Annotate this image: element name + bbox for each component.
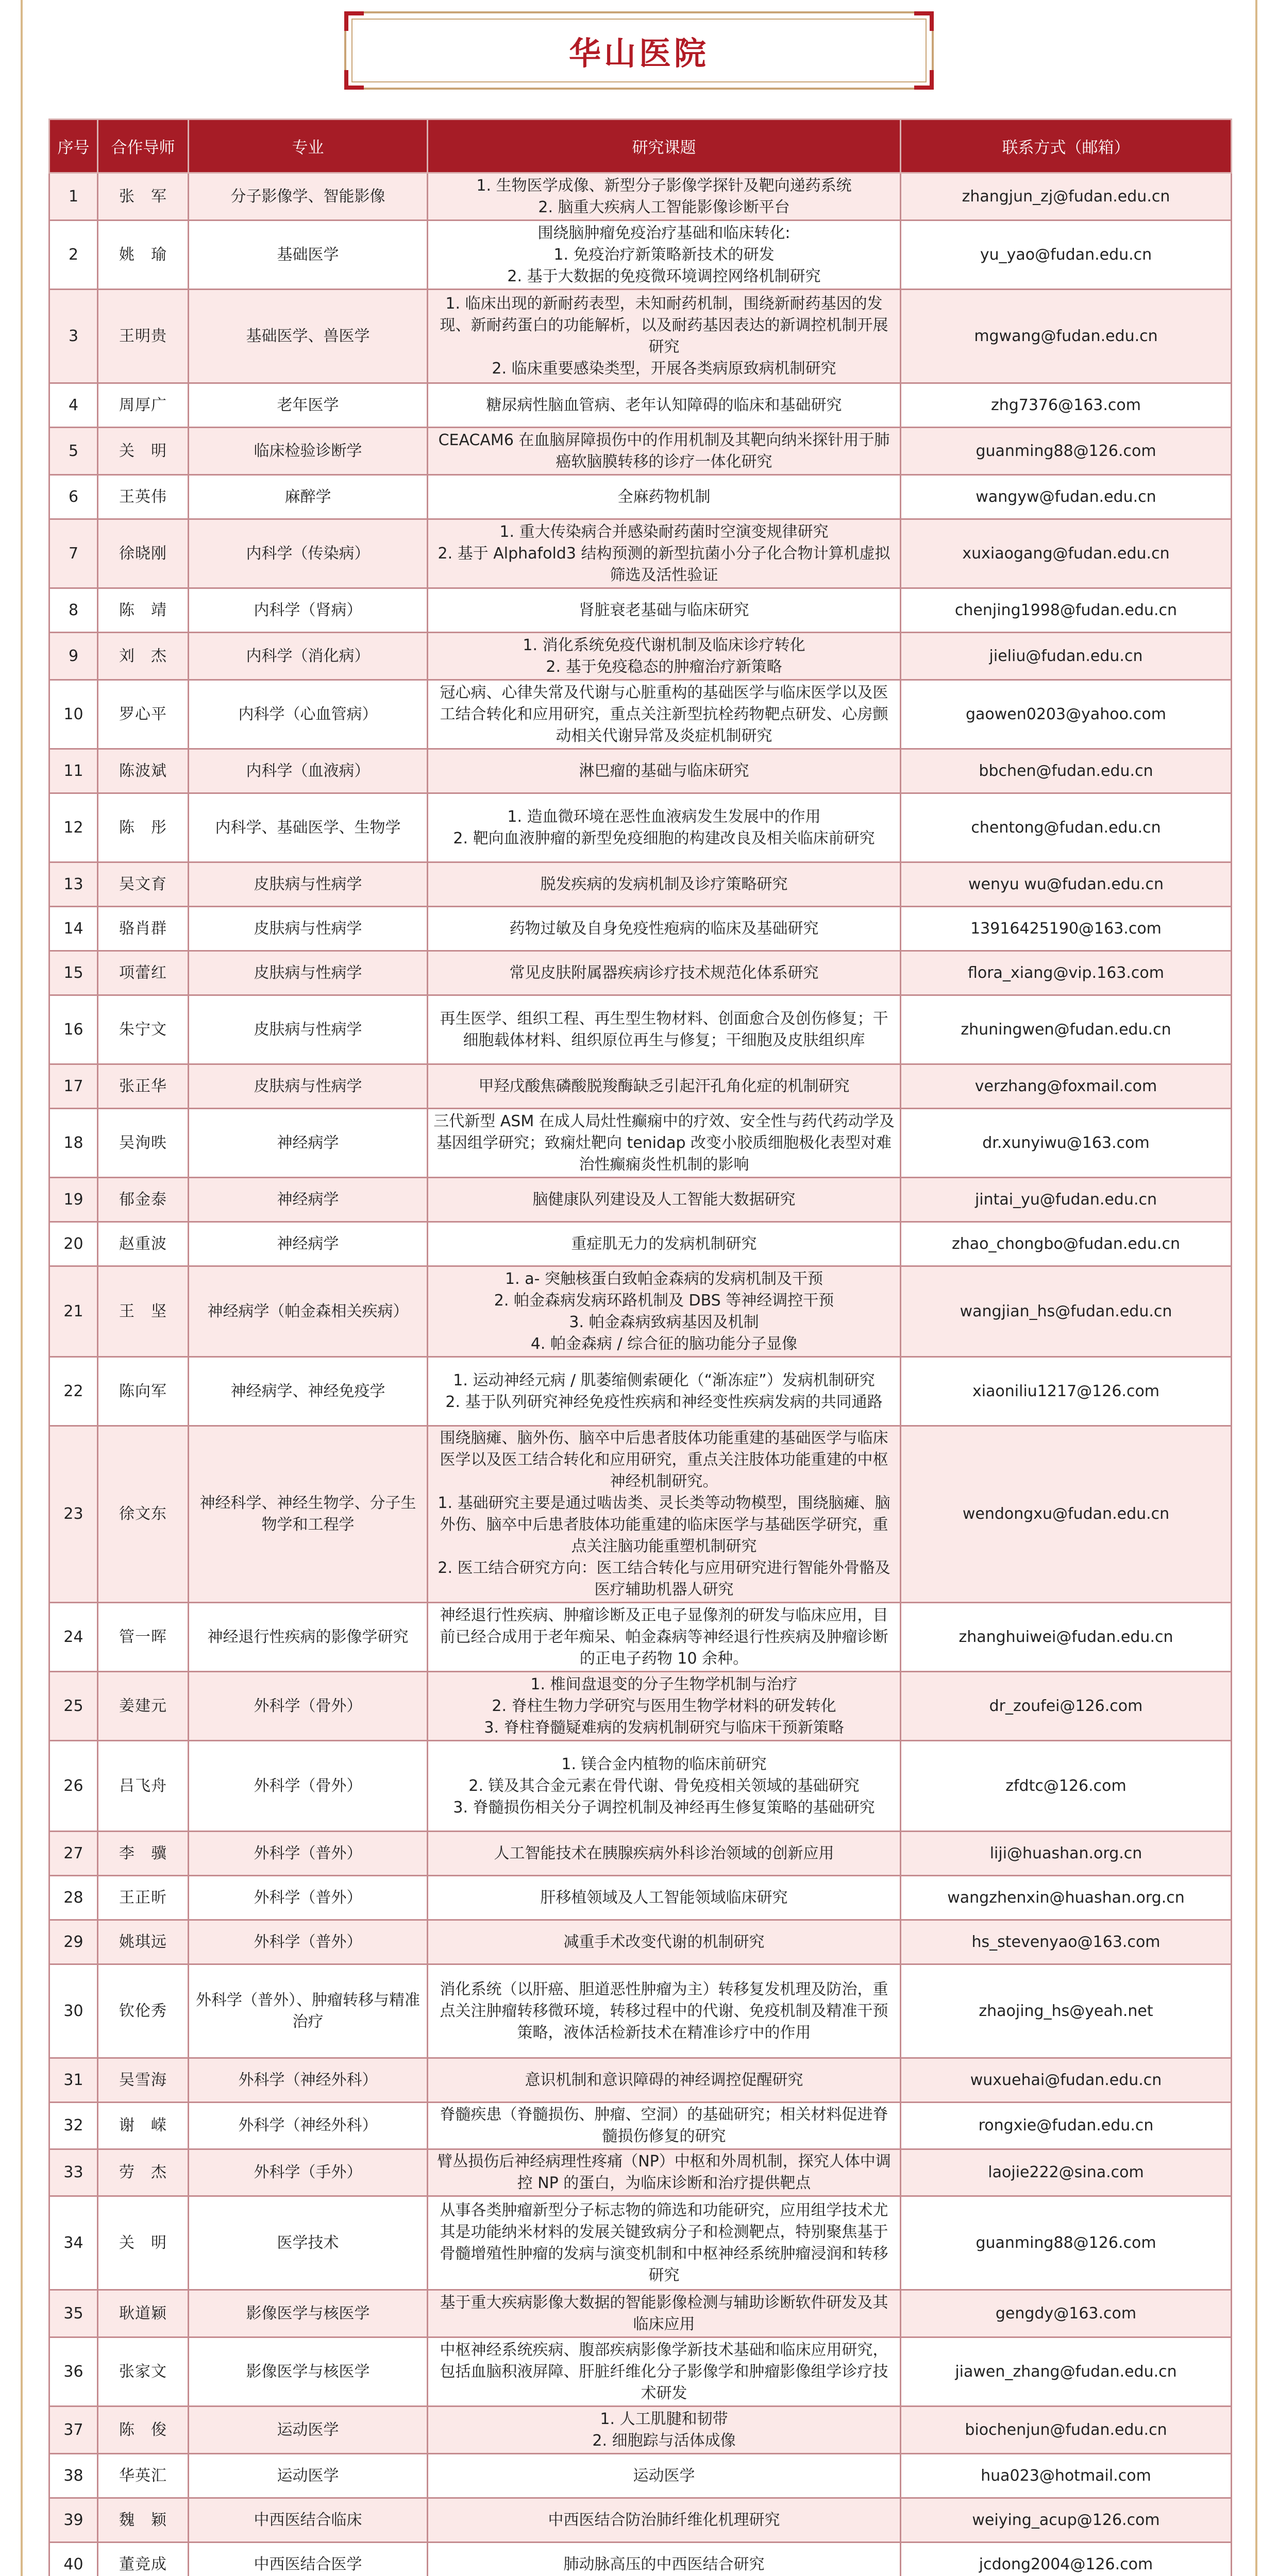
table-row: [49, 475, 1232, 519]
contact-email: wenyu wu@fudan.edu.cn: [901, 862, 1232, 907]
table-row: [49, 1357, 1232, 1426]
row-number: 22: [49, 1357, 98, 1426]
major-cell: 影像医学与核医学: [189, 2290, 428, 2337]
contact-email: zhaojing_hs@yeah.net: [901, 1964, 1232, 2058]
row-number: 40: [49, 2543, 98, 2576]
contact-email: weiying_acup@126.com: [901, 2498, 1232, 2543]
row-number: 9: [49, 633, 98, 680]
contact-email: wendongxu@fudan.edu.cn: [901, 1426, 1232, 1603]
research-topic-cell: 冠心病、心律失常及代谢与心脏重构的基础医学与临床医学以及医工结合转化和应用研究，重点关注新型抗栓药物靶点研发、心房颤动相关代谢异常及炎症机制研究: [428, 680, 901, 749]
table-row: [49, 2498, 1232, 2543]
research-topic-cell: 消化系统（以肝癌、胆道恶性肿瘤为主）转移复发机理及防治，重点关注肿瘤转移微环境，转移过程中的代谢、免疫机制及精准干预策略，液体活检新技术在精准诊疗中的作用: [428, 1964, 901, 2058]
major-cell: 内科学（传染病）: [189, 519, 428, 588]
major-cell: 老年医学: [189, 383, 428, 428]
research-topic-cell: 脑健康队列建设及人工智能大数据研究: [428, 1178, 901, 1222]
contact-email: wangjian_hs@fudan.edu.cn: [901, 1266, 1232, 1357]
header-major: 专业: [189, 120, 428, 173]
contact-email: jiawen_zhang@fudan.edu.cn: [901, 2337, 1232, 2406]
table-row: [49, 1266, 1232, 1357]
table-row: [49, 173, 1232, 221]
row-number: 19: [49, 1178, 98, 1222]
row-number: 3: [49, 290, 98, 383]
research-topic-cell: 常见皮肤附属器疾病诊疗技术规范化体系研究: [428, 951, 901, 995]
table-row: [49, 2290, 1232, 2337]
research-topic-cell: 1. 人工肌腱和韧带 2. 细胞踪与活体成像: [428, 2406, 901, 2454]
mentor-name: 张家文: [98, 2337, 189, 2406]
research-topic-cell: 甲羟戊酸焦磷酸脱羧酶缺乏引起汗孔角化症的机制研究: [428, 1064, 901, 1109]
major-cell: 皮肤病与性病学: [189, 907, 428, 951]
mentor-name: 王英伟: [98, 475, 189, 519]
row-number: 27: [49, 1832, 98, 1876]
research-topic-cell: 1. 椎间盘退变的分子生物学机制与治疗 2. 脊柱生物力学研究与医用生物学材料的研发转化 3. 脊柱脊髓疑难病的发病机制研究与临床干预新策略: [428, 1672, 901, 1741]
mentor-name: 王 坚: [98, 1266, 189, 1357]
major-cell: 神经科学、神经生物学、分子生物学和工程学: [189, 1426, 428, 1603]
table-row: [49, 290, 1232, 383]
row-number: 17: [49, 1064, 98, 1109]
research-topic-cell: 1. 镁合金内植物的临床前研究 2. 镁及其合金元素在骨代谢、骨免疫相关领域的基础研究 3. 脊髓损伤相关分子调控机制及神经再生修复策略的基础研究: [428, 1741, 901, 1832]
mentor-name: 徐晓刚: [98, 519, 189, 588]
table-row: [49, 680, 1232, 749]
row-number: 32: [49, 2103, 98, 2149]
major-cell: 运动医学: [189, 2454, 428, 2498]
row-number: 16: [49, 995, 98, 1064]
contact-email: zfdtc@126.com: [901, 1741, 1232, 1832]
major-cell: 外科学（骨外）: [189, 1672, 428, 1741]
left-border-line: [21, 0, 23, 2576]
research-topic-cell: 脊髓疾患（脊髓损伤、肿瘤、空洞）的基础研究；相关材料促进脊髓损伤修复的研究: [428, 2103, 901, 2149]
table-row: [49, 1222, 1232, 1266]
row-number: 15: [49, 951, 98, 995]
major-cell: 外科学（普外）: [189, 1876, 428, 1920]
table-row: [49, 519, 1232, 588]
mentor-name: 劳 杰: [98, 2149, 189, 2196]
research-topic-cell: 肝移植领域及人工智能领域临床研究: [428, 1876, 901, 1920]
research-topic-cell: 脱发疾病的发病机制及诊疗策略研究: [428, 862, 901, 907]
major-cell: 运动医学: [189, 2406, 428, 2454]
table-row: [49, 1876, 1232, 1920]
row-number: 26: [49, 1741, 98, 1832]
header-topic: 研究课题: [428, 120, 901, 173]
mentor-name: 吴文育: [98, 862, 189, 907]
row-number: 11: [49, 749, 98, 793]
mentor-name: 姚 瑜: [98, 221, 189, 290]
mentor-name: 罗心平: [98, 680, 189, 749]
table-row: [49, 633, 1232, 680]
mentor-name: 赵重波: [98, 1222, 189, 1266]
major-cell: 基础医学: [189, 221, 428, 290]
research-topic-cell: 围绕脑瘫、脑外伤、脑卒中后患者肢体功能重建的基础医学与临床医学以及医工结合转化和应用研究，重点关注肢体功能重建的中枢神经机制研究。 1. 基础研究主要是通过啮齿类、灵长类等动物模型，围绕脑瘫、脑外伤、脑卒中后患者肢体功能重建的临床医学与基础医学研究，重点关注脑功能重塑机制研究 2. 医工结合研究方向：医工结合转化与应用研究进行智能外骨骼及医疗辅助机器人研究: [428, 1426, 901, 1603]
header-number: 序号: [49, 120, 98, 173]
contact-email: hs_stevenyao@163.com: [901, 1920, 1232, 1964]
table-row: [49, 2406, 1232, 2454]
contact-email: liji@huashan.org.cn: [901, 1832, 1232, 1876]
research-topic-cell: 运动医学: [428, 2454, 901, 2498]
mentor-name: 徐文东: [98, 1426, 189, 1603]
mentor-name: 钦伦秀: [98, 1964, 189, 2058]
major-cell: 外科学（手外）: [189, 2149, 428, 2196]
mentor-name: 姚琪远: [98, 1920, 189, 1964]
contact-email: guanming88@126.com: [901, 428, 1232, 475]
major-cell: 神经病学: [189, 1178, 428, 1222]
row-number: 2: [49, 221, 98, 290]
mentor-name: 吕飞舟: [98, 1741, 189, 1832]
mentor-name: 关 明: [98, 2196, 189, 2290]
table-row: [49, 862, 1232, 907]
contact-email: flora_xiang@vip.163.com: [901, 951, 1232, 995]
row-number: 39: [49, 2498, 98, 2543]
research-topic-cell: 1. 造血微环境在恶性血液病发生发展中的作用 2. 靶向血液肿瘤的新型免疫细胞的构建改良及相关临床前研究: [428, 793, 901, 862]
contact-email: guanming88@126.com: [901, 2196, 1232, 2290]
row-number: 18: [49, 1109, 98, 1178]
contact-email: zhao_chongbo@fudan.edu.cn: [901, 1222, 1232, 1266]
row-number: 37: [49, 2406, 98, 2454]
research-topic-cell: 1. 临床出现的新耐药表型，未知耐药机制，围绕新耐药基因的发现、新耐药蛋白的功能解析，以及耐药基因表达的新调控机制开展研究 2. 临床重要感染类型，开展各类病原致病机制研究: [428, 290, 901, 383]
research-topic-cell: 肾脏衰老基础与临床研究: [428, 588, 901, 633]
contact-email: verzhang@foxmail.com: [901, 1064, 1232, 1109]
contact-email: dr.xunyiwu@163.com: [901, 1109, 1232, 1178]
major-cell: 外科学（神经外科）: [189, 2058, 428, 2103]
mentor-name: 姜建元: [98, 1672, 189, 1741]
major-cell: 外科学（普外）: [189, 1920, 428, 1964]
major-cell: 外科学（骨外）: [189, 1741, 428, 1832]
mentor-name: 谢 嵘: [98, 2103, 189, 2149]
contact-email: wangzhenxin@huashan.org.cn: [901, 1876, 1232, 1920]
research-topic-cell: 中西医结合防治肺纤维化机理研究: [428, 2498, 901, 2543]
mentor-name: 周厚广: [98, 383, 189, 428]
table-row: [49, 995, 1232, 1064]
table-row: [49, 1964, 1232, 2058]
major-cell: 神经病学: [189, 1109, 428, 1178]
table-row: [49, 383, 1232, 428]
row-number: 23: [49, 1426, 98, 1603]
contact-email: mgwang@fudan.edu.cn: [901, 290, 1232, 383]
mentor-table: [48, 118, 1232, 2576]
contact-email: biochenjun@fudan.edu.cn: [901, 2406, 1232, 2454]
table-row: [49, 1741, 1232, 1832]
contact-email: zhuningwen@fudan.edu.cn: [901, 995, 1232, 1064]
major-cell: 外科学（普外）: [189, 1832, 428, 1876]
major-cell: 中西医结合医学: [189, 2543, 428, 2576]
contact-email: xiaoniliu1217@126.com: [901, 1357, 1232, 1426]
research-topic-cell: 淋巴瘤的基础与临床研究: [428, 749, 901, 793]
row-number: 13: [49, 862, 98, 907]
table-row: [49, 793, 1232, 862]
contact-email: jcdong2004@126.com: [901, 2543, 1232, 2576]
major-cell: 神经病学: [189, 1222, 428, 1266]
major-cell: 临床检验诊断学: [189, 428, 428, 475]
row-number: 36: [49, 2337, 98, 2406]
table-row: [49, 588, 1232, 633]
row-number: 29: [49, 1920, 98, 1964]
table-row: [49, 1178, 1232, 1222]
research-topic-cell: 糖尿病性脑血管病、老年认知障碍的临床和基础研究: [428, 383, 901, 428]
research-topic-cell: 围绕脑肿瘤免疫治疗基础和临床转化: 1. 免疫治疗新策略新技术的研发 2. 基于大数据的免疫微环境调控网络机制研究: [428, 221, 901, 290]
mentor-name: 项蕾红: [98, 951, 189, 995]
major-cell: 内科学（血液病）: [189, 749, 428, 793]
mentor-name: 朱宁文: [98, 995, 189, 1064]
mentor-name: 陈 俊: [98, 2406, 189, 2454]
research-topic-cell: 1. a- 突触核蛋白致帕金森病的发病机制及干预 2. 帕金森病发病环路机制及 DBS 等神经调控干预 3. 帕金森病致病基因及机制 4. 帕金森病 / 综合征的脑功能分子显像: [428, 1266, 901, 1357]
research-topic-cell: 从事各类肿瘤新型分子标志物的筛选和功能研究，应用组学技术尤其是功能纳米材料的发展关键致病分子和检测靶点，特别聚焦基于骨髓增殖性肿瘤的发病与演变机制和中枢神经系统肿瘤浸润和转移研究: [428, 2196, 901, 2290]
contact-email: hua023@hotmail.com: [901, 2454, 1232, 2498]
row-number: 33: [49, 2149, 98, 2196]
table-row: [49, 907, 1232, 951]
contact-email: laojie222@sina.com: [901, 2149, 1232, 2196]
mentor-name: 吴雪海: [98, 2058, 189, 2103]
contact-email: zhanghuiwei@fudan.edu.cn: [901, 1603, 1232, 1672]
research-topic-cell: 药物过敏及自身免疫性疱病的临床及基础研究: [428, 907, 901, 951]
header-mentor: 合作导师: [98, 120, 189, 173]
table-row: [49, 1603, 1232, 1672]
table-row: [49, 2058, 1232, 2103]
mentor-name: 陈向军: [98, 1357, 189, 1426]
table-row: [49, 749, 1232, 793]
mentor-name: 华英汇: [98, 2454, 189, 2498]
title-banner: [0, 0, 1278, 113]
row-number: 24: [49, 1603, 98, 1672]
table-header-row: [49, 120, 1232, 173]
major-cell: 皮肤病与性病学: [189, 1064, 428, 1109]
mentor-name: 骆肖群: [98, 907, 189, 951]
contact-email: rongxie@fudan.edu.cn: [901, 2103, 1232, 2149]
row-number: 10: [49, 680, 98, 749]
contact-email: chentong@fudan.edu.cn: [901, 793, 1232, 862]
major-cell: 内科学（消化病）: [189, 633, 428, 680]
row-number: 14: [49, 907, 98, 951]
row-number: 31: [49, 2058, 98, 2103]
table-row: [49, 1064, 1232, 1109]
title-frame: [344, 11, 934, 90]
row-number: 7: [49, 519, 98, 588]
mentor-name: 陈 靖: [98, 588, 189, 633]
major-cell: 皮肤病与性病学: [189, 995, 428, 1064]
mentor-name: 王正昕: [98, 1876, 189, 1920]
contact-email: wuxuehai@fudan.edu.cn: [901, 2058, 1232, 2103]
mentor-name: 陈 彤: [98, 793, 189, 862]
research-topic-cell: 再生医学、组织工程、再生型生物材料、创面愈合及创伤修复；干细胞载体材料、组织原位再生与修复；干细胞及皮肤组织库: [428, 995, 901, 1064]
mentor-name: 陈波斌: [98, 749, 189, 793]
research-topic-cell: 神经退行性疾病、肿瘤诊断及正电子显像剂的研发与临床应用，目前已经合成用于老年痴呆、帕金森病等神经退行性疾病及肿瘤诊断的正电子药物 10 余种。: [428, 1603, 901, 1672]
table-row: [49, 2337, 1232, 2406]
mentor-name: 董竞成: [98, 2543, 189, 2576]
major-cell: 内科学、基础医学、生物学: [189, 793, 428, 862]
table-row: [49, 2149, 1232, 2196]
row-number: 21: [49, 1266, 98, 1357]
major-cell: 影像医学与核医学: [189, 2337, 428, 2406]
table-row: [49, 1109, 1232, 1178]
major-cell: 神经退行性疾病的影像学研究: [189, 1603, 428, 1672]
mentor-name: 刘 杰: [98, 633, 189, 680]
table-row: [49, 2103, 1232, 2149]
table-row: [49, 2196, 1232, 2290]
research-topic-cell: 意识机制和意识障碍的神经调控促醒研究: [428, 2058, 901, 2103]
contact-email: gaowen0203@yahoo.com: [901, 680, 1232, 749]
research-topic-cell: 肺动脉高压的中西医结合研究: [428, 2543, 901, 2576]
contact-email: gengdy@163.com: [901, 2290, 1232, 2337]
major-cell: 外科学（神经外科）: [189, 2103, 428, 2149]
major-cell: 内科学（心血管病）: [189, 680, 428, 749]
major-cell: 神经病学（帕金森相关疾病）: [189, 1266, 428, 1357]
contact-email: jieliu@fudan.edu.cn: [901, 633, 1232, 680]
contact-email: dr_zoufei@126.com: [901, 1672, 1232, 1741]
major-cell: 医学技术: [189, 2196, 428, 2290]
major-cell: 分子影像学、智能影像: [189, 173, 428, 221]
table-row: [49, 221, 1232, 290]
major-cell: 麻醉学: [189, 475, 428, 519]
major-cell: 外科学（普外）、肿瘤转移与精准治疗: [189, 1964, 428, 2058]
research-topic-cell: 1. 消化系统免疫代谢机制及临床诊疗转化 2. 基于免疫稳态的肿瘤治疗新策略: [428, 633, 901, 680]
research-topic-cell: 1. 生物医学成像、新型分子影像学探针及靶向递药系统 2. 脑重大疾病人工智能影像诊断平台: [428, 173, 901, 221]
major-cell: 皮肤病与性病学: [189, 951, 428, 995]
contact-email: xuxiaogang@fudan.edu.cn: [901, 519, 1232, 588]
row-number: 20: [49, 1222, 98, 1266]
row-number: 6: [49, 475, 98, 519]
table-row: [49, 2543, 1232, 2576]
table-row: [49, 1832, 1232, 1876]
major-cell: 内科学（肾病）: [189, 588, 428, 633]
contact-email: jintai_yu@fudan.edu.cn: [901, 1178, 1232, 1222]
right-border-line: [1255, 0, 1257, 2576]
research-topic-cell: 减重手术改变代谢的机制研究: [428, 1920, 901, 1964]
research-topic-cell: 臂丛损伤后神经病理性疼痛（NP）中枢和外周机制，探究人体中调控 NP 的蛋白，为临床诊断和治疗提供靶点: [428, 2149, 901, 2196]
table-row: [49, 1920, 1232, 1964]
mentor-name: 管一晖: [98, 1603, 189, 1672]
table-row: [49, 951, 1232, 995]
contact-email: wangyw@fudan.edu.cn: [901, 475, 1232, 519]
table-row: [49, 1426, 1232, 1603]
research-topic-cell: 基于重大疾病影像大数据的智能影像检测与辅助诊断软件研发及其临床应用: [428, 2290, 901, 2337]
table-row: [49, 2454, 1232, 2498]
research-topic-cell: 中枢神经系统疾病、腹部疾病影像学新技术基础和临床应用研究，包括血脑积液屏障、肝脏纤维化分子影像学和肿瘤影像组学诊疗技术研发: [428, 2337, 901, 2406]
row-number: 4: [49, 383, 98, 428]
contact-email: yu_yao@fudan.edu.cn: [901, 221, 1232, 290]
table-body: [49, 173, 1232, 2576]
header-email: 联系方式（邮箱）: [901, 120, 1232, 173]
row-number: 5: [49, 428, 98, 475]
mentor-name: 李 骥: [98, 1832, 189, 1876]
contact-email: zhangjun_zj@fudan.edu.cn: [901, 173, 1232, 221]
mentor-name: 王明贵: [98, 290, 189, 383]
contact-email: 13916425190@163.com: [901, 907, 1232, 951]
mentor-name: 郁金泰: [98, 1178, 189, 1222]
major-cell: 神经病学、神经免疫学: [189, 1357, 428, 1426]
mentor-name: 魏 颖: [98, 2498, 189, 2543]
research-topic-cell: 1. 重大传染病合并感染耐药菌时空演变规律研究 2. 基于 Alphafold3 结构预测的新型抗菌小分子化合物计算机虚拟筛选及活性验证: [428, 519, 901, 588]
research-topic-cell: 1. 运动神经元病 / 肌萎缩侧索硬化（“渐冻症”）发病机制研究 2. 基于队列研究神经免疫性疾病和神经变性疾病发病的共同通路: [428, 1357, 901, 1426]
row-number: 28: [49, 1876, 98, 1920]
row-number: 30: [49, 1964, 98, 2058]
major-cell: 皮肤病与性病学: [189, 862, 428, 907]
contact-email: zhg7376@163.com: [901, 383, 1232, 428]
research-topic-cell: 三代新型 ASM 在成人局灶性癫痫中的疗效、安全性与药代药动学及基因组学研究；致痫灶靶向 tenidap 改变小胶质细胞极化表型对难治性癫痫炎性机制的影响: [428, 1109, 901, 1178]
row-number: 12: [49, 793, 98, 862]
research-topic-cell: 全麻药物机制: [428, 475, 901, 519]
row-number: 8: [49, 588, 98, 633]
research-topic-cell: 人工智能技术在胰腺疾病外科诊治领域的创新应用: [428, 1832, 901, 1876]
major-cell: 中西医结合临床: [189, 2498, 428, 2543]
row-number: 35: [49, 2290, 98, 2337]
row-number: 1: [49, 173, 98, 221]
mentor-name: 张 军: [98, 173, 189, 221]
contact-email: chenjing1998@fudan.edu.cn: [901, 588, 1232, 633]
mentor-name: 吴洵昳: [98, 1109, 189, 1178]
mentor-name: 张正华: [98, 1064, 189, 1109]
contact-email: bbchen@fudan.edu.cn: [901, 749, 1232, 793]
major-cell: 基础医学、兽医学: [189, 290, 428, 383]
row-number: 38: [49, 2454, 98, 2498]
row-number: 34: [49, 2196, 98, 2290]
row-number: 25: [49, 1672, 98, 1741]
table-row: [49, 428, 1232, 475]
mentor-name: 耿道颖: [98, 2290, 189, 2337]
research-topic-cell: 重症肌无力的发病机制研究: [428, 1222, 901, 1266]
mentor-name: 关 明: [98, 428, 189, 475]
table-row: [49, 1672, 1232, 1741]
research-topic-cell: CEACAM6 在血脑屏障损伤中的作用机制及其靶向纳米探针用于肺癌软脑膜转移的诊疗一体化研究: [428, 428, 901, 475]
page-title: 华山医院: [568, 34, 709, 72]
